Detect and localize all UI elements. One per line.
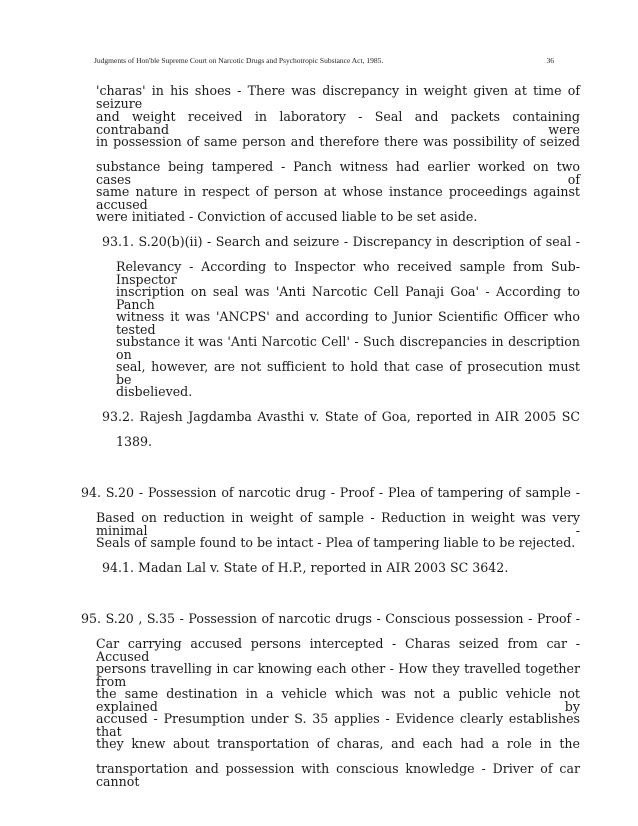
- text-line: 94. S.20 - Possession of narcotic drug - Proof - Plea of tampering of sample -: [81, 485, 580, 500]
- page-number: 36: [546, 56, 554, 65]
- text-line: same nature in respect of person at whose instance proceedings against accused: [96, 184, 580, 212]
- text-line: and weight received in laboratory - Seal and packets containing contraband were: [96, 109, 580, 137]
- text-line: they knew about transportation of charas, and each had a role in the: [96, 736, 580, 751]
- text-line: were initiated - Conviction of accused liable to be set aside.: [96, 209, 478, 224]
- page-header: [94, 56, 554, 65]
- text-line: Relevancy - According to Inspector who received sample from Sub-Inspector: [116, 259, 580, 287]
- text-line: Seals of sample found to be intact - Plea of tampering liable to be rejected.: [96, 535, 576, 550]
- text-line: the same destination in a vehicle which was not a public vehicle not explained by: [96, 686, 580, 714]
- text-line: in possession of same person and therefore there was possibility of seized: [96, 134, 580, 149]
- text-line: Car carrying accused persons intercepted - Charas seized from car - Accused: [96, 636, 580, 664]
- text-line: 'charas' in his shoes - There was discrepancy in weight given at time of seizure: [96, 83, 580, 111]
- text-line: 93.2. Rajesh Jagdamba Avasthi v. State of Goa, reported in AIR 2005 SC: [102, 409, 580, 424]
- text-line: witness it was 'ANCPS' and according to Junior Scientific Officer who tested: [116, 309, 580, 337]
- text-line: substance being tampered - Panch witness had earlier worked on two cases of: [96, 159, 580, 187]
- text-line: transportation and possession with conscious knowledge - Driver of car cannot: [96, 761, 580, 789]
- text-line: disbelieved.: [116, 384, 193, 399]
- text-line: inscription on seal was 'Anti Narcotic Cell Panaji Goa' - According to Panch: [116, 284, 580, 312]
- text-line: Based on reduction in weight of sample - Reduction in weight was very minimal -: [96, 510, 580, 538]
- text-line: 1389.: [116, 434, 153, 449]
- text-line: accused - Presumption under S. 35 applies - Evidence clearly establishes that: [96, 711, 580, 739]
- text-line: seal, however, are not sufficient to hold that case of prosecution must be: [116, 359, 580, 387]
- header-title: Judgments of Hon'ble Supreme Court on Narcotic Drugs and Psychotropic Substance Act, 1985.: [94, 56, 384, 65]
- text-line: 94.1. Madan Lal v. State of H.P., reported in AIR 2003 SC 3642.: [102, 560, 509, 575]
- text-line: 93.1. S.20(b)(ii) - Search and seizure - Discrepancy in description of seal -: [102, 234, 580, 249]
- text-line: 95. S.20 , S.35 - Possession of narcotic drugs - Conscious possession - Proof -: [81, 611, 580, 626]
- text-line: substance it was 'Anti Narcotic Cell' - Such discrepancies in description on: [116, 334, 580, 362]
- text-line: persons travelling in car knowing each other - How they travelled together from: [96, 661, 580, 689]
